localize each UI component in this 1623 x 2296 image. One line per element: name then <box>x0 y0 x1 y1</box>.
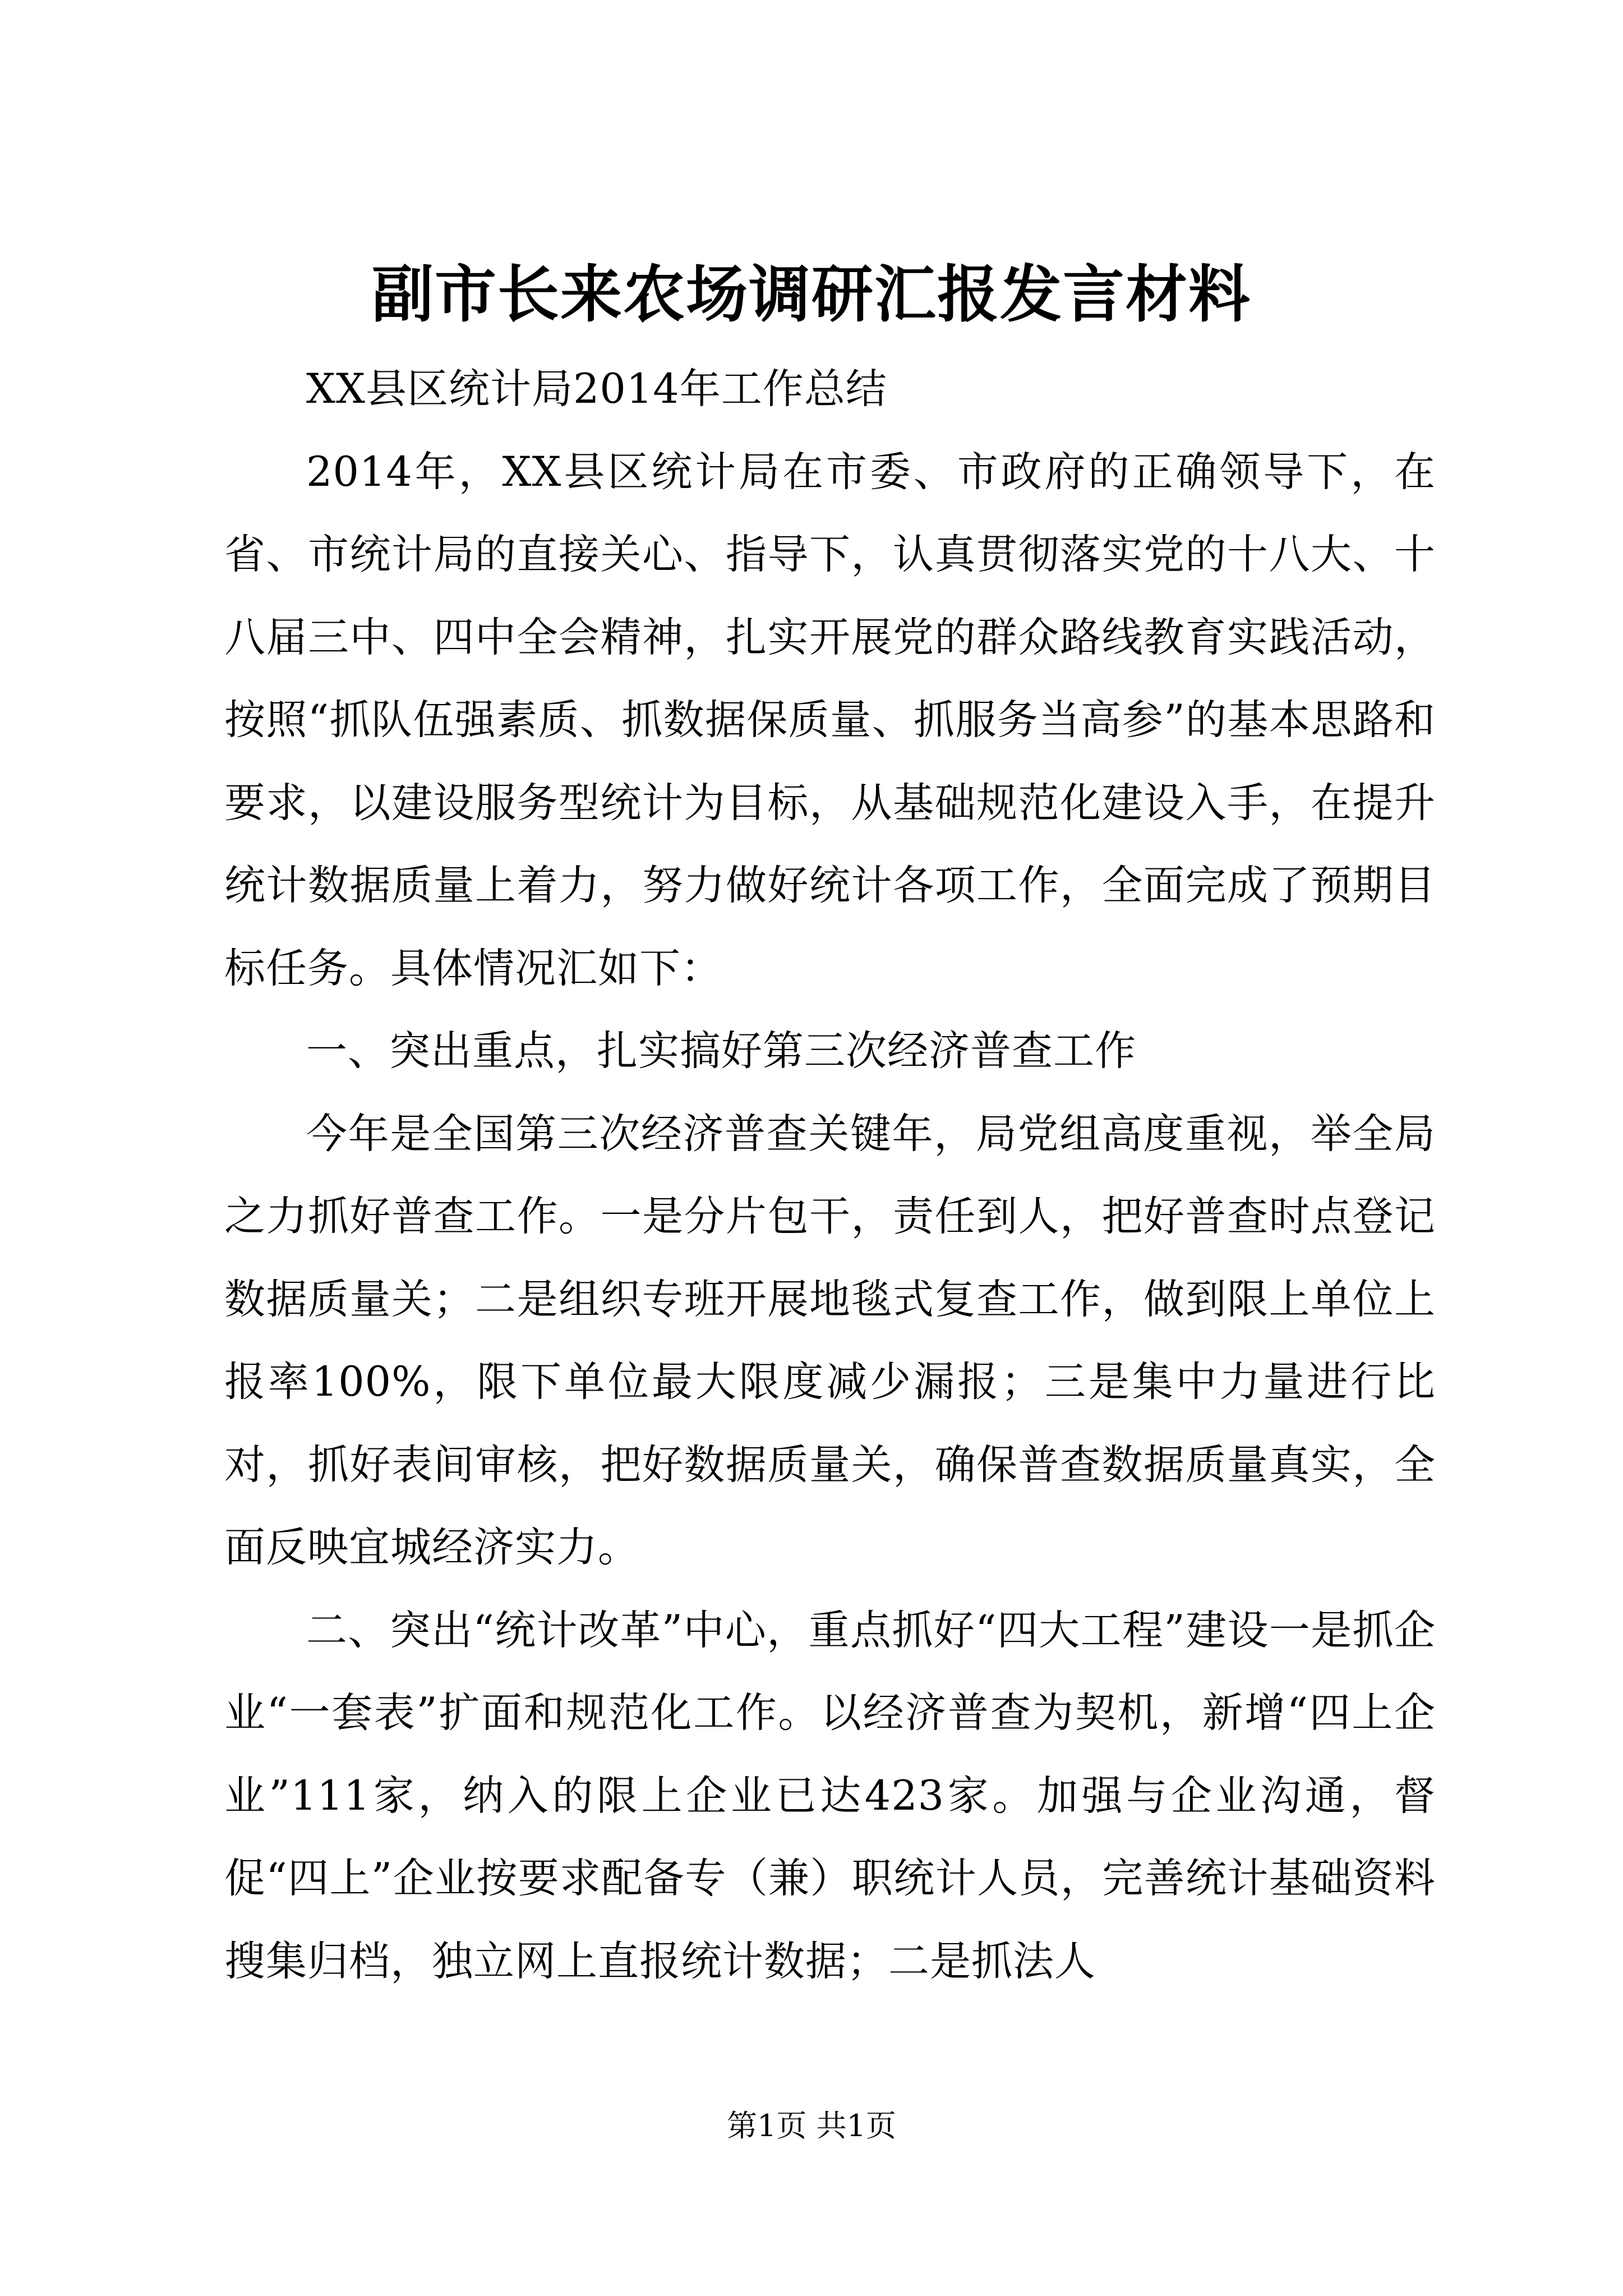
section-heading-1: 一、突出重点，扎实搞好第三次经济普查工作 <box>306 1027 1136 1075</box>
document-body <box>224 348 1436 2003</box>
paragraph-intro: 2014年，XX县区统计局在市委、市政府的正确领导下，在省、市统计局的直接关心、指导下，认真贯彻落实党的十八大、十八届三中、四中全会精神，扎实开展党的群众路线教育实践活动，按照“抓队伍强素质、抓数据保质量、抓服务当高参”的基本思路和要求，以建设服务型统计为目标，从基础规范化建设入手，在提升统计数据质量上着力，努力做好统计各项工作，全面完成了预期目标任务。具体情况汇如下： <box>224 448 1436 992</box>
document-title: 副市长来农场调研汇报发言材料 <box>372 258 1251 330</box>
paragraph-section-1: 今年是全国第三次经济普查关键年，局党组高度重视，举全局之力抓好普查工作。一是分片包干，责任到人，把好普查时点登记数据质量关；二是组织专班开展地毯式复查工作，做到限上单位上报率100%，限下单位最大限度减少漏报；三是集中力量进行比对，抓好表间审核，把好数据质量关，确保普查数据质量真实，全面反映宜城经济实力。 <box>224 1110 1436 1571</box>
page-footer: 第1页 共1页 <box>727 2108 896 2143</box>
paragraph-section-2: 二、突出“统计改革”中心，重点抓好“四大工程”建设一是抓企业“一套表”扩面和规范化工作。以经济普查为契机，新增“四上企业”111家，纳入的限上企业已达423家。加强与企业沟通，督促“四上”企业按要求配备专（兼）职统计人员，完善统计基础资料搜集归档，独立网上直报统计数据；二是抓法人 <box>224 1606 1436 1985</box>
paragraph-subtitle: XX县区统计局2014年工作总结 <box>306 365 887 413</box>
